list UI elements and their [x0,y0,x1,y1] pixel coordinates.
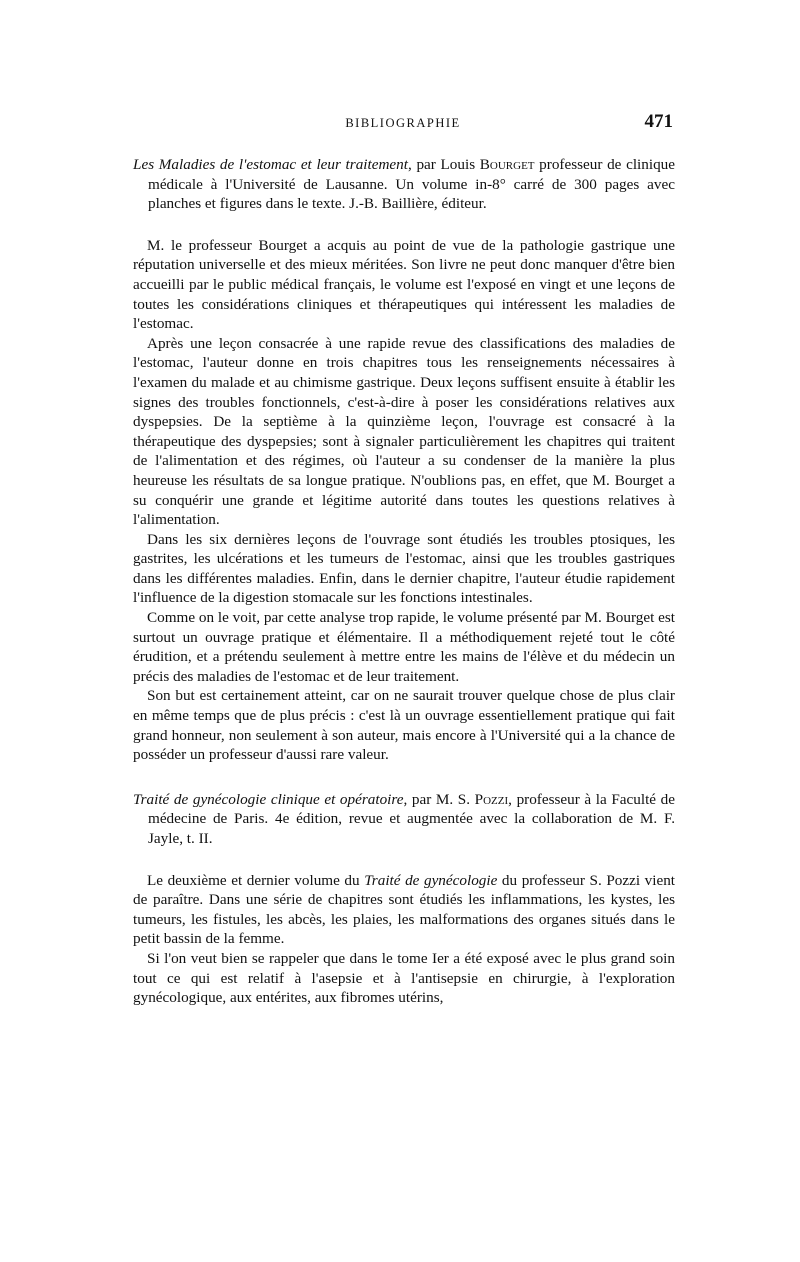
text-span: du professeur S. Pozzi vient de paraître. Dans une série de chapitres sont étudiés les inflammations, les kystes, les tumeurs, les fistules, les abcès, les plaies, les malformations des organes situés dans le petit bassin de la femme. [133,871,676,948]
paragraph: M. le professeur Bourget a acquis au point de vue de la pathologie gastrique une réputation universelle et des mieux méritées. Son livre ne peut donc manquer d'être bien accueilli par le public médical français, le volume est l'exposé en vingt et une leçons de toutes les considérations cliniques et thérapeutiques qui intéressent les maladies de l'estomac. [133,236,675,333]
review-heading-gynecologie [133,790,675,849]
paragraph [133,871,675,949]
book-title: Traité de gynécologie clinique et opératoire [133,790,404,808]
paragraph: Dans les six dernières leçons de l'ouvrage sont étudiés les troubles ptosiques, les gastrites, les ulcérations et les tumeurs de l'estomac, ainsi que les troubles gastriques dans les différentes maladies. Enfin, dans le dernier chapitre, l'auteur étudie rapidement l'influence de la digestion stomacale sur les fonctions intestinales. [133,530,675,607]
paragraph: Son but est certainement atteint, car on ne saurait trouver quelque chose de plus clair en même temps que de plus précis : c'est là un ouvrage essentiellement pratique qui fait grand honneur, non seulement à son auteur, mais encore à l'Université qui a la chance de posséder un professeur d'aussi rare valeur. [133,687,675,764]
author-name: Bourget [479,156,535,173]
paragraph: Comme on le voit, par cette analyse trop rapide, le volume présenté par M. Bourget est surtout un ouvrage pratique et élémentaire. Il a méthodiquement rejeté tout le côté érudition, et a prétendu seulement à mettre entre les mains de l'élève et du médecin un précis des maladies de l'estomac et de leur traitement. [133,609,675,685]
page-body [133,155,675,1008]
paragraph: Après une leçon consacrée à une rapide revue des classifications des maladies de l'estomac, l'auteur donne en trois chapitres tous les renseignements nécessaires à l'examen du malade et au chimisme gastrique. Deux leçons suffisent ensuite à établir les signes des troubles fonctionnels, c'est-à-dire à poser les considérations relatives aux dyspepsies. De la septième à la quinzième leçon, l'ouvrage est consacré à la thérapeutique des dyspepsies; sont à signaler particulièrement les chapitres qui traitent de l'alimentation et des régimes, où l'auteur a su condenser de la manière la plus heureuse les résultats de sa longue pratique. N'oublions pas, en effet, que M. Bourget a su conquérir une grande et légitime autorité dans toutes les questions relatives à l'alimentation. [133,334,675,529]
running-head: BIBLIOGRAPHIE [345,116,461,130]
book-title: Les Maladies de l'estomac et leur traitement [133,156,408,173]
text-span: Le deuxième et dernier volume du [147,871,365,889]
review-heading-estomac [133,155,675,214]
page-header [133,111,673,138]
author-name: Pozzi [474,790,509,808]
page-number: 471 [644,111,673,132]
book-title-inline: Traité de gynécologie [364,871,498,889]
book-details: , professeur à la Faculté de médecine de Paris. 4e édition, revue et augmentée avec la collaboration de M. F. Jayle, t. II. [148,790,675,847]
author-prefix: , par M. S. [403,790,475,808]
author-prefix: , par Louis [408,156,480,173]
book-details: professeur de clinique médicale à l'Université de Lausanne. Un volume in-8° carré de 300 pages avec planches et figures dans le texte. J.-B. Baillière, éditeur. [148,156,676,213]
paragraph: Si l'on veut bien se rappeler que dans le tome Ier a été exposé avec le plus grand soin tout ce qui est relatif à l'asepsie et à l'antisepsie en chirurgie, à l'exploration gynécologique, aux entérites, aux fibromes utérins, [133,949,675,1007]
